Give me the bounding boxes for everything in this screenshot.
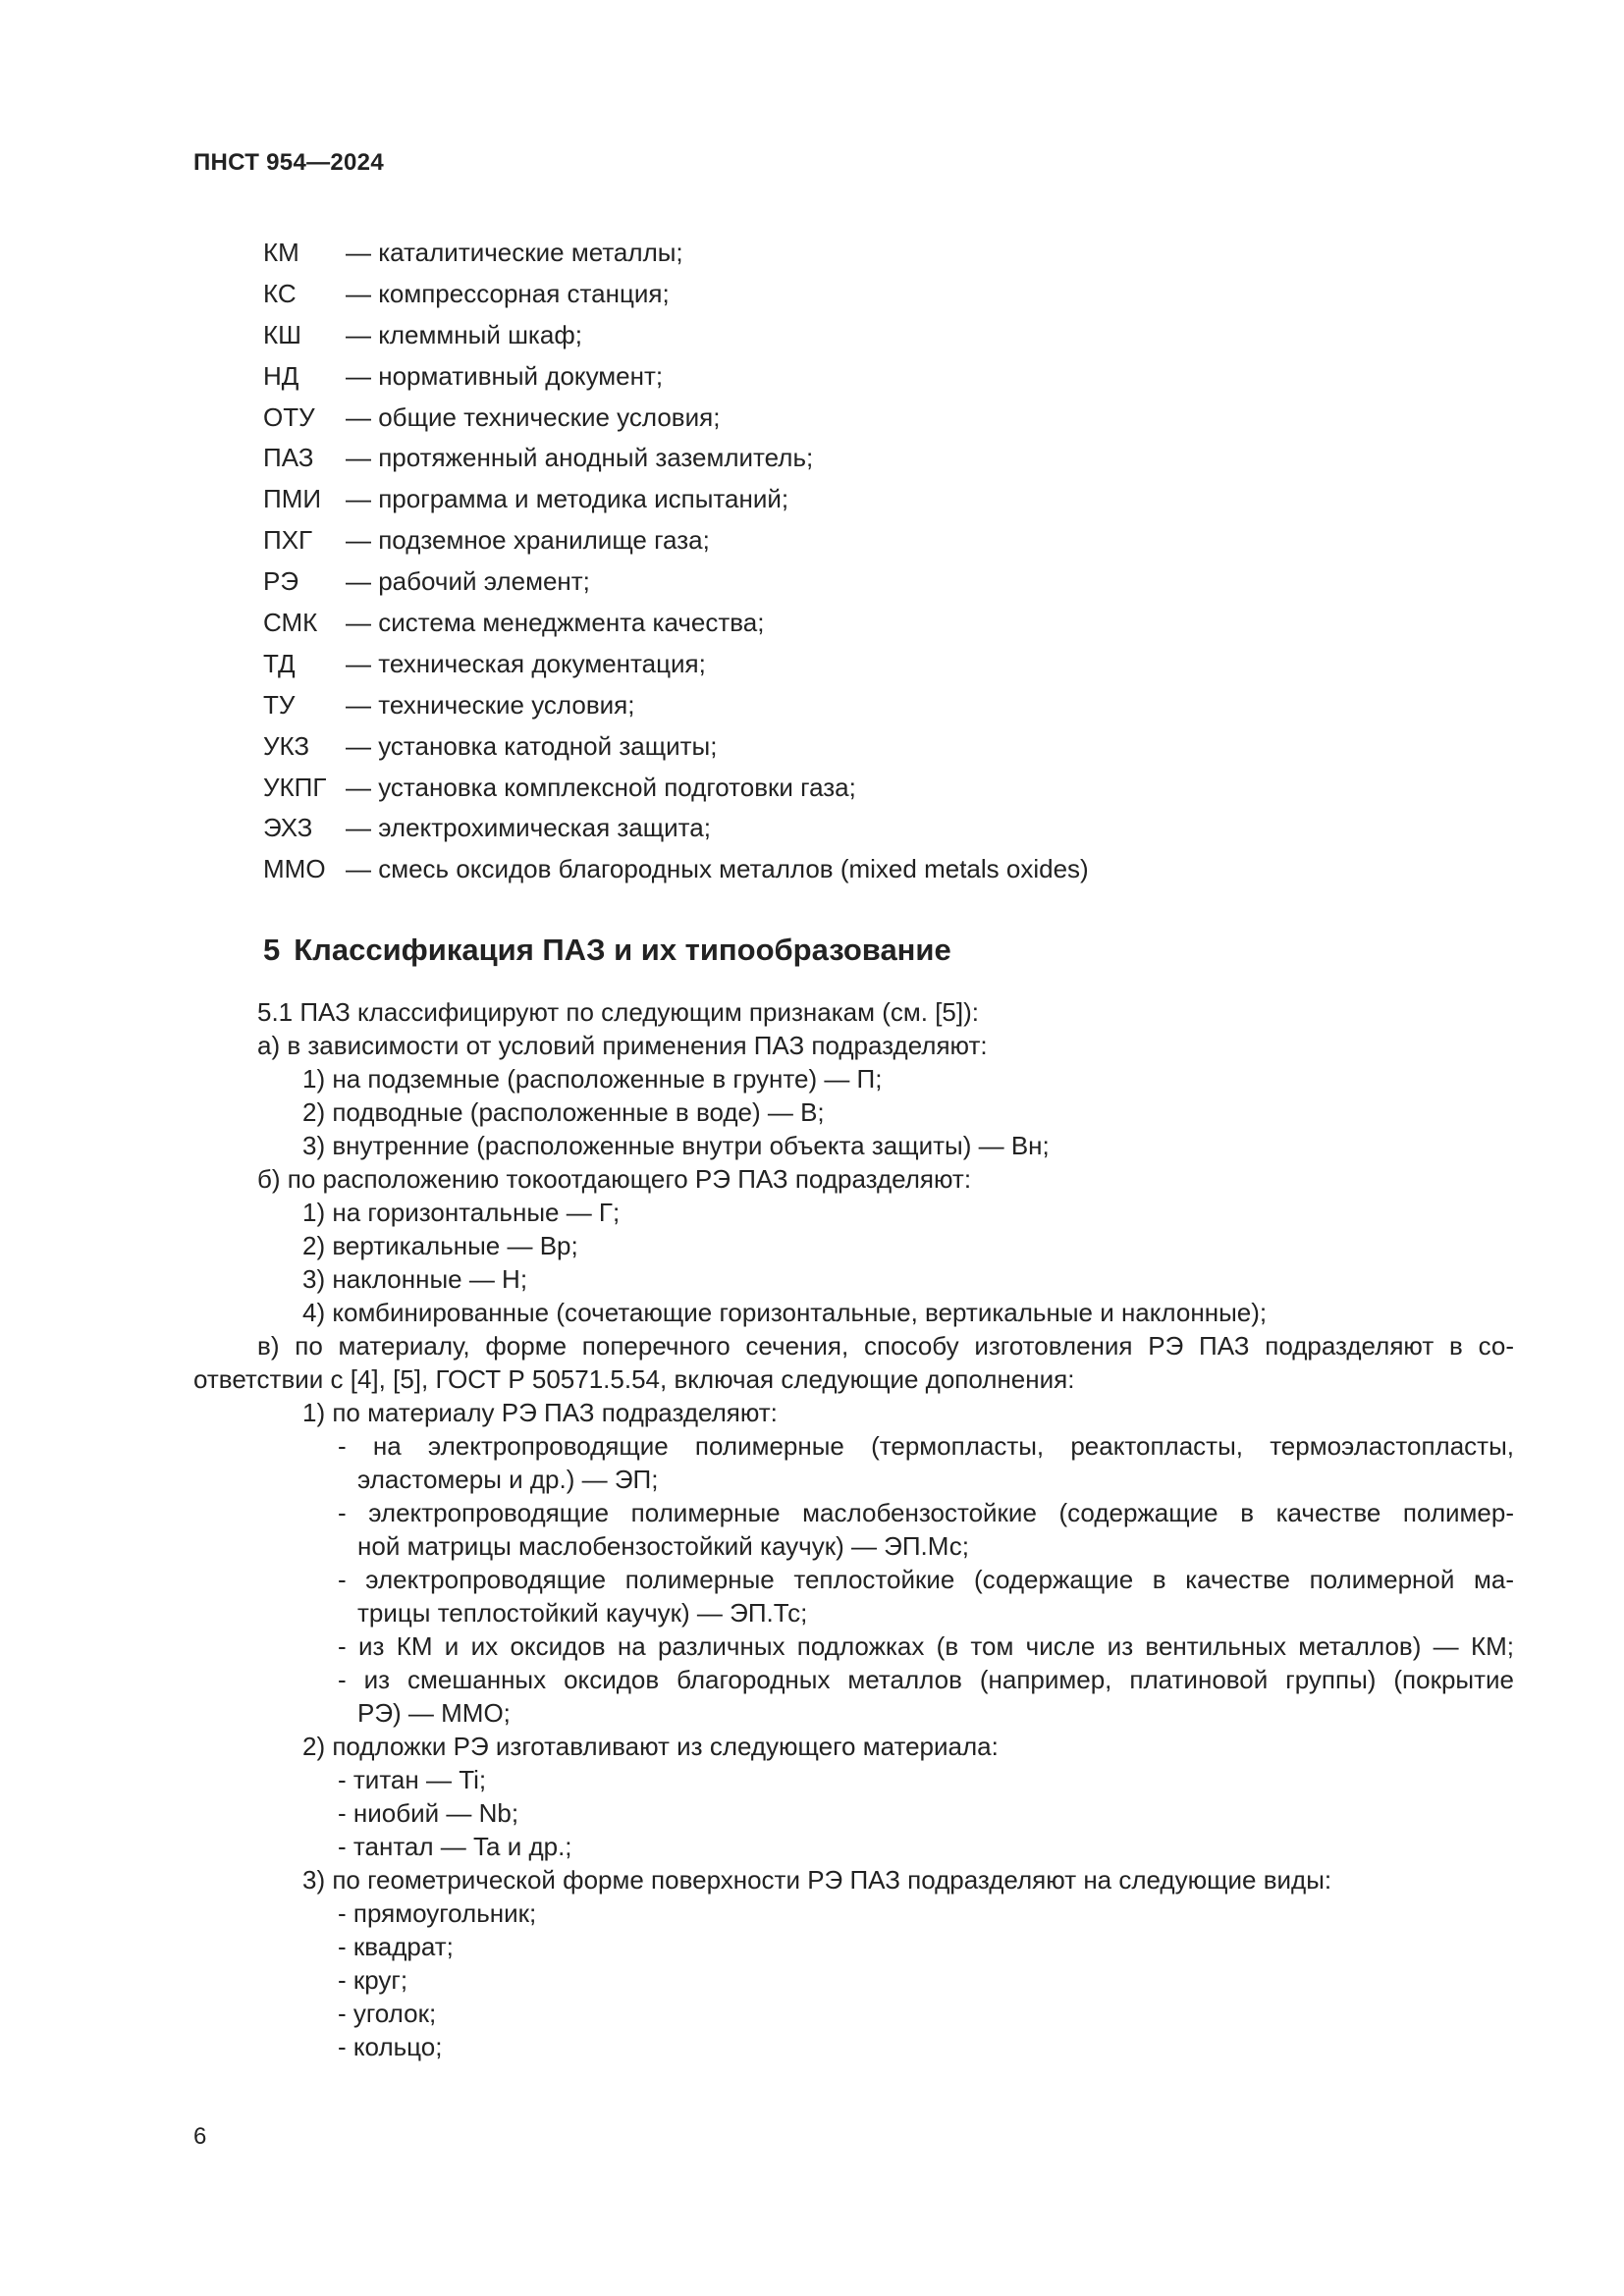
abbreviation-definition: — техническая документация;	[346, 648, 706, 678]
section-title: Классификация ПАЗ и их типообразование	[294, 933, 951, 967]
list-item-b: б) по расположению токоотдающего РЭ ПАЗ подразделяют:	[257, 1164, 972, 1194]
substrate-titanium: - титан — Ti;	[338, 1765, 487, 1794]
material-ep-tc-line1: - электропроводящие полимерные теплостойкие (содержащие в качестве полимерной ма-	[338, 1565, 1514, 1594]
list-item-v1: 1) по материалу РЭ ПАЗ подразделяют:	[302, 1398, 778, 1427]
abbreviation: КС	[263, 278, 297, 308]
list-item-a3: 3) внутренние (расположенные внутри объекта защиты) — Вн;	[302, 1131, 1050, 1160]
abbreviation-row	[263, 648, 1089, 689]
material-ep-line1: - на электропроводящие полимерные (термопласты, реактопласты, термоэластопласты,	[338, 1431, 1514, 1461]
list-item-b4: 4) комбинированные (сочетающие горизонтальные, вертикальные и наклонные);	[302, 1298, 1268, 1327]
abbreviations-list	[263, 237, 1089, 894]
substrate-niobium: - ниобий — Nb;	[338, 1798, 519, 1828]
abbreviation-definition: — протяженный анодный заземлитель;	[346, 443, 814, 473]
list-item-v2: 2) подложки РЭ изготавливают из следующего материала:	[302, 1732, 999, 1761]
shape-rectangle: - прямоугольник;	[338, 1898, 537, 1928]
shape-angle: - уголок;	[338, 1999, 437, 2028]
material-mmo-line1: - из смешанных оксидов благородных металлов (например, платиновой группы) (покрытие	[338, 1665, 1514, 1694]
section-heading	[263, 933, 951, 968]
abbreviation: ТД	[263, 648, 296, 678]
abbreviation: СМК	[263, 608, 318, 638]
abbreviation-definition: — общие технические условия;	[346, 401, 721, 432]
abbreviation-row	[263, 524, 1089, 565]
list-item-b1: 1) на горизонтальные — Г;	[302, 1198, 621, 1227]
abbreviation-row	[263, 278, 1089, 319]
abbreviation: РЭ	[263, 566, 299, 597]
abbreviation: УКЗ	[263, 730, 310, 761]
list-item-v-line1: в) по материалу, форме поперечного сечения, способу изготовления РЭ ПАЗ подразделяют в со-	[257, 1331, 1514, 1361]
abbreviation: КМ	[263, 238, 299, 267]
material-km: - из КМ и их оксидов на различных подложках (в том числе из вентильных металлов) — КМ;	[338, 1631, 1514, 1661]
abbreviation-row	[263, 442, 1089, 483]
material-ep-ms-line2: ной матрицы маслобензостойкий каучук) — ЭП.Мс;	[357, 1531, 969, 1561]
abbreviation-row	[263, 401, 1089, 443]
abbreviation-definition: — подземное хранилище газа;	[346, 525, 710, 556]
abbreviation-row	[263, 853, 1089, 894]
abbreviation-row	[263, 319, 1089, 360]
section-number: 5	[263, 933, 281, 967]
list-item-b2: 2) вертикальные — Вр;	[302, 1231, 578, 1260]
list-item-a: а) в зависимости от условий применения ПАЗ подразделяют:	[257, 1031, 988, 1060]
material-mmo-line2: РЭ) — ММО;	[357, 1698, 511, 1728]
abbreviation-definition: — нормативный документ;	[346, 360, 664, 391]
abbreviation-row	[263, 689, 1089, 730]
abbreviation: ОТУ	[263, 401, 315, 432]
abbreviation-row	[263, 360, 1089, 401]
abbreviation-definition: — клеммный шкаф;	[346, 319, 582, 349]
abbreviation: ММО	[263, 854, 326, 884]
shape-ring: - кольцо;	[338, 2032, 443, 2061]
abbreviation-row	[263, 607, 1089, 648]
abbreviation: КШ	[263, 319, 301, 349]
list-item-a1: 1) на подземные (расположенные в грунте) — П;	[302, 1064, 883, 1094]
abbreviation: НД	[263, 360, 299, 391]
abbreviation-definition: — система менеджмента качества;	[346, 608, 765, 638]
substrate-tantalum: - тантал — Ta и др.;	[338, 1832, 572, 1861]
material-ep-tc-line2: трицы теплостойкий каучук) — ЭП.Тс;	[357, 1598, 808, 1628]
abbreviation: УКПГ	[263, 772, 327, 802]
abbreviation-row	[263, 812, 1089, 853]
abbreviation-definition: — каталитические металлы;	[346, 238, 683, 267]
abbreviation-definition: — установка комплексной подготовки газа;	[346, 772, 856, 802]
abbreviation: ПАЗ	[263, 443, 314, 473]
paragraph-5-1: 5.1 ПАЗ классифицируют по следующим признакам (см. [5]):	[257, 997, 979, 1027]
list-item-v-line2: ответствии с [4], [5], ГОСТ Р 50571.5.54, включая следующие дополнения:	[193, 1364, 1075, 1394]
list-item-b3: 3) наклонные — Н;	[302, 1264, 528, 1294]
abbreviation-definition: — рабочий элемент;	[346, 566, 590, 597]
abbreviation: ТУ	[263, 689, 296, 720]
abbreviation-definition: — электрохимическая защита;	[346, 813, 711, 843]
abbreviation-row	[263, 772, 1089, 813]
abbreviation-definition: — смесь оксидов благородных металлов (mixed metals oxides)	[346, 854, 1089, 884]
abbreviation: ПМИ	[263, 484, 322, 514]
abbreviation: ПХГ	[263, 525, 313, 556]
abbreviation-definition: — технические условия;	[346, 689, 635, 720]
page-number: 6	[193, 2123, 207, 2150]
list-item-a2: 2) подводные (расположенные в воде) — В;	[302, 1097, 825, 1127]
material-ep-line2: эластомеры и др.) — ЭП;	[357, 1465, 659, 1494]
shape-circle: - круг;	[338, 1965, 408, 1995]
abbreviation-definition: — программа и методика испытаний;	[346, 484, 789, 514]
list-item-v3: 3) по геометрической форме поверхности РЭ ПАЗ подразделяют на следующие виды:	[302, 1865, 1332, 1895]
abbreviation-row	[263, 237, 1089, 278]
abbreviation-row	[263, 730, 1089, 772]
abbreviation-definition: — компрессорная станция;	[346, 278, 670, 308]
abbreviation-row	[263, 565, 1089, 607]
abbreviation: ЭХЗ	[263, 813, 313, 843]
abbreviation-definition: — установка катодной защиты;	[346, 730, 718, 761]
shape-square: - квадрат;	[338, 1932, 454, 1961]
document-code-header: ПНСТ 954—2024	[193, 149, 384, 176]
material-ep-ms-line1: - электропроводящие полимерные маслобензостойкие (содержащие в качестве полимер-	[338, 1498, 1514, 1527]
abbreviation-row	[263, 483, 1089, 524]
